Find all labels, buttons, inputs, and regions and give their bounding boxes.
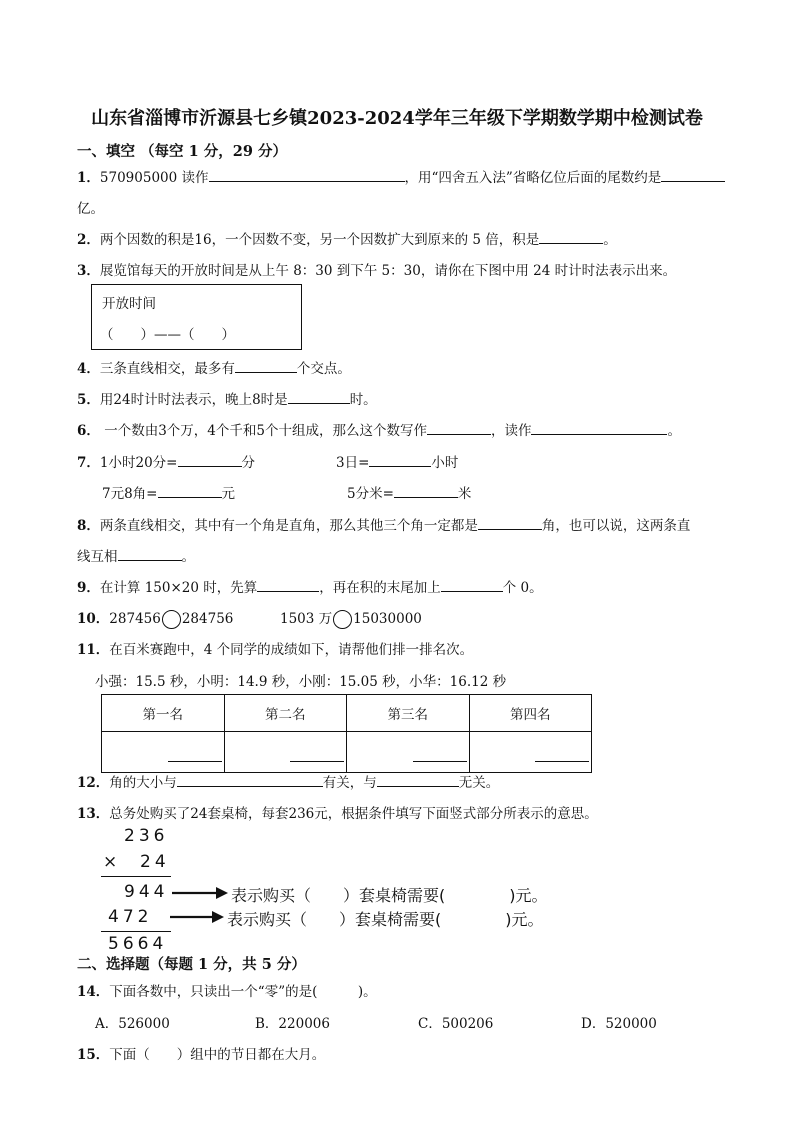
question-4-text: 三条直线相交，最多有 (99, 361, 235, 377)
question-6-mid: ，读作 (490, 423, 532, 439)
calc-partial-product-1: 944 (124, 882, 169, 902)
question-13 (77, 802, 598, 822)
race-scores: 小强：15.5 秒，小明：14.9 秒，小刚：15.05 秒，小华：16.12 秒 (95, 674, 507, 690)
question-12-mid: 有关，与 (322, 775, 377, 791)
calc-total: 5664 (108, 934, 168, 954)
ranking-cell-2[interactable] (224, 732, 347, 773)
question-6 (77, 419, 681, 439)
question-9-number: 9． (77, 580, 100, 596)
calc-explanation-2[interactable]: 表示购买（ ）套桌椅需要( )元。 (227, 910, 544, 929)
question-7-c-text: 7元8角= (102, 486, 158, 502)
question-9 (77, 576, 543, 596)
question-7-b-text: 3日= (336, 455, 370, 471)
question-12-text: 角的大小与 (109, 775, 177, 791)
calc-multiplicand: 236 (124, 826, 169, 846)
opening-time-box (91, 284, 302, 350)
question-9-text: 在计算 150×20 时，先算 (99, 580, 258, 596)
answer-blank[interactable] (178, 454, 242, 467)
compare-circle[interactable] (333, 610, 352, 629)
question-13-number: 13． (77, 806, 110, 822)
question-14-number: 14． (77, 984, 110, 1000)
answer-blank[interactable] (369, 454, 431, 467)
question-1-line2: 亿。 (77, 201, 104, 217)
question-12-end: 无关。 (458, 775, 500, 791)
answer-blank[interactable] (478, 517, 542, 530)
question-2-end: 。 (603, 232, 617, 248)
box-title: 开放时间 (102, 296, 156, 312)
option-d[interactable]: D．520000 (581, 1016, 657, 1032)
answer-blank[interactable] (177, 774, 323, 787)
question-7-d-text: 5分米= (347, 486, 394, 502)
option-b[interactable]: B．220006 (255, 1016, 330, 1032)
option-c[interactable]: C．500206 (418, 1016, 494, 1032)
question-13-text: 总务处购买了24套桌椅，每套236元，根据条件填写下面竖式部分所表示的意思。 (109, 806, 598, 822)
question-5-text: 用24时计时法表示，晚上8时是 (99, 392, 288, 408)
answer-blank[interactable] (539, 231, 603, 244)
question-7-a-unit: 分 (241, 455, 255, 471)
calc-divider-line (101, 876, 171, 877)
question-7-a: 1小时20分= (99, 455, 178, 471)
answer-blank[interactable] (377, 774, 459, 787)
exam-title: 山东省淄博市沂源县七乡镇2023-2024学年三年级下学期数学期中检测试卷 (91, 108, 703, 129)
calc-explanation-1[interactable]: 表示购买（ ）套桌椅需要( )元。 (231, 886, 548, 905)
question-6-text: 一个数由3个万，4个千和5个十组成，那么这个数写作 (99, 423, 427, 439)
option-a[interactable]: A．526000 (95, 1016, 170, 1032)
question-4-end: 个交点。 (296, 361, 351, 377)
arrow-right-icon (172, 887, 228, 899)
question-7-c (102, 482, 235, 502)
question-8-line2-text: 线互相 (77, 549, 118, 565)
time-range-blanks[interactable]: （ ）——（ ） (100, 327, 235, 343)
ranking-table (101, 694, 592, 773)
question-8-mid: 角，也可以说，这两条直 (541, 518, 691, 534)
question-6-end: 。 (667, 423, 681, 439)
question-5-end: 时。 (349, 392, 377, 408)
table-row (102, 732, 592, 773)
question-3 (77, 259, 676, 279)
question-7-c-unit: 元 (221, 486, 235, 502)
question-1-text-b: ，用“四舍五入法”省略亿位后面的尾数约是 (404, 170, 662, 186)
ranking-header-3: 第三名 (347, 695, 470, 732)
question-1-number: 1． (77, 170, 100, 186)
question-9-end: 个 0。 (502, 580, 543, 596)
question-2-text: 两个因数的积是16，一个因数不变，另一个因数扩大到原来的 5 倍，积是 (99, 232, 540, 248)
question-8-text: 两条直线相交，其中有一个角是直角，那么其他三个角一定都是 (99, 518, 478, 534)
compare-b-right: 15030000 (353, 611, 422, 627)
ranking-cell-3[interactable] (347, 732, 470, 773)
arrow-right-icon (170, 911, 224, 923)
question-7-row1 (77, 451, 255, 471)
answer-blank[interactable] (118, 548, 182, 561)
question-7-b-unit: 小时 (431, 455, 459, 471)
section2-heading: 二、选择题（每题 1 分，共 5 分） (77, 956, 306, 973)
question-8-number: 8． (77, 518, 100, 534)
answer-blank[interactable] (394, 485, 458, 498)
question-6-number: 6． (77, 423, 100, 439)
question-5-number: 5． (77, 392, 100, 408)
answer-blank[interactable] (661, 169, 725, 182)
ranking-cell-1[interactable] (102, 732, 225, 773)
question-4 (77, 357, 351, 377)
question-3-text: 展览馆每天的开放时间是从上午 8：30 到下午 5：30，请你在下图中用 24 时计时法表示出来。 (99, 263, 677, 279)
compare-a-right: 284756 (181, 611, 234, 627)
question-14-text: 下面各数中，只读出一个“零”的是( )。 (109, 984, 377, 1000)
question-14 (77, 980, 377, 1000)
answer-blank[interactable] (235, 360, 297, 373)
answer-blank[interactable] (427, 422, 491, 435)
question-2 (77, 228, 617, 248)
answer-blank[interactable] (209, 169, 405, 182)
answer-blank[interactable] (158, 485, 222, 498)
calc-divider-line (101, 931, 171, 932)
answer-blank[interactable] (535, 749, 589, 762)
question-8-line2 (77, 545, 195, 565)
question-1-text-a: 570905000 读作 (99, 170, 209, 186)
question-12-number: 12． (77, 775, 110, 791)
question-3-number: 3． (77, 263, 100, 279)
answer-blank[interactable] (168, 749, 222, 762)
question-15-number: 15． (77, 1047, 110, 1063)
answer-blank[interactable] (531, 422, 667, 435)
question-10-b (280, 607, 422, 629)
arrow-icons (170, 884, 230, 924)
table-row (102, 695, 592, 732)
question-15 (77, 1043, 325, 1063)
answer-blank[interactable] (288, 391, 350, 404)
question-11-number: 11． (77, 642, 110, 658)
ranking-cell-4[interactable] (469, 732, 592, 773)
answer-blank[interactable] (441, 579, 503, 592)
question-12 (77, 771, 499, 791)
question-1 (77, 166, 725, 186)
question-9-mid: ，再在积的末尾加上 (319, 580, 441, 596)
compare-a-left: 287456 (109, 611, 161, 627)
question-7-d-unit: 米 (457, 486, 472, 502)
question-10 (77, 607, 233, 629)
question-11 (77, 638, 473, 658)
question-7-b (336, 451, 458, 471)
question-11-text: 在百米赛跑中，4 个同学的成绩如下，请帮他们排一排名次。 (109, 642, 474, 658)
ranking-header-2: 第二名 (224, 695, 347, 732)
calc-partial-product-2: 472 (108, 907, 153, 927)
question-5 (77, 388, 377, 408)
question-4-number: 4． (77, 361, 100, 377)
answer-blank[interactable] (257, 579, 319, 592)
question-15-text: 下面（ ）组中的节日都在大月。 (109, 1047, 326, 1063)
question-8 (77, 514, 690, 534)
compare-b-left: 1503 万 (280, 611, 333, 627)
answer-blank[interactable] (290, 749, 344, 762)
question-10-number: 10． (77, 611, 110, 627)
question-8-end: 。 (181, 549, 195, 565)
answer-blank[interactable] (413, 749, 467, 762)
calc-multiplier: 24 (140, 852, 170, 872)
question-7-d (347, 482, 471, 502)
question-2-number: 2． (77, 232, 100, 248)
calc-operator: × (103, 852, 122, 872)
section1-heading: 一、填空 （每空 1 分，29 分） (77, 143, 287, 160)
compare-circle[interactable] (162, 610, 181, 629)
ranking-header-1: 第一名 (102, 695, 225, 732)
question-7-number: 7． (77, 455, 100, 471)
ranking-header-4: 第四名 (469, 695, 592, 732)
